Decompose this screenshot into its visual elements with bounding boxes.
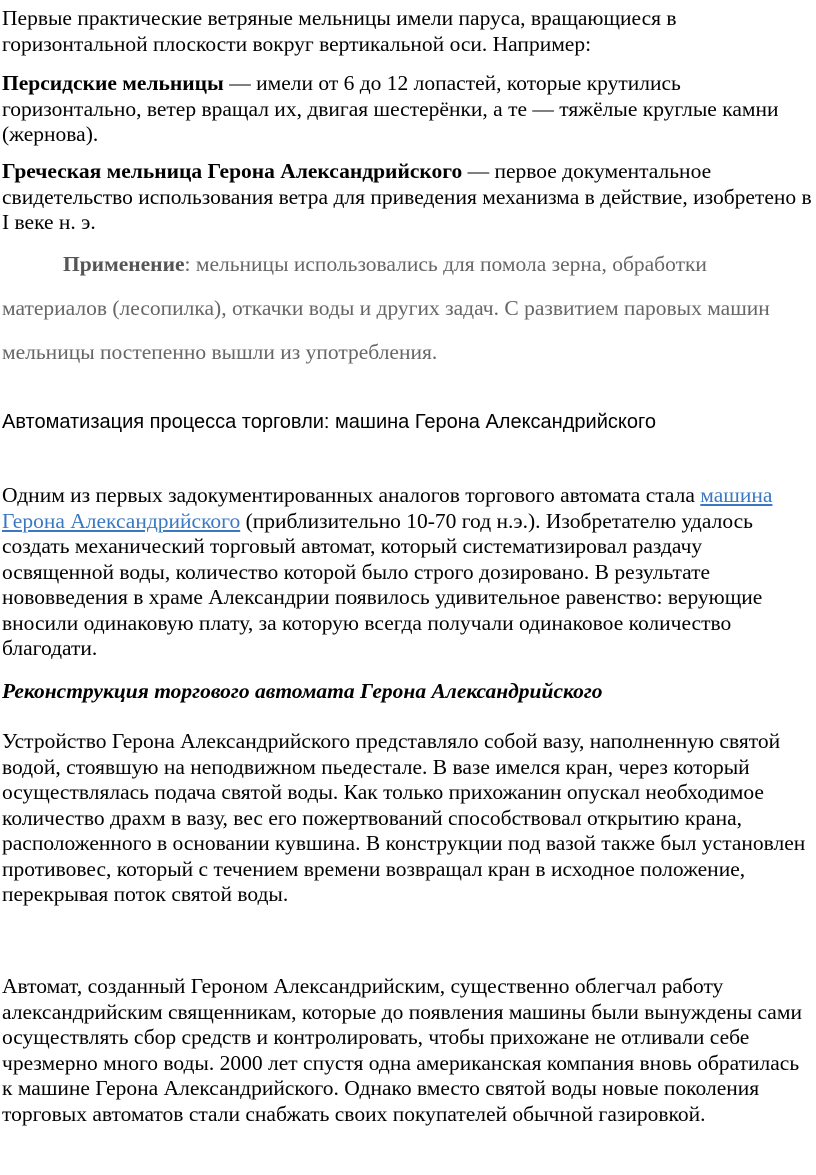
para2-text: Устройство Герона Александрийского представляло собой вазу, наполненную святой водой, стоявшую на неподвижном пьедестале. В вазе имелся кран, через который осуществлялась подача святой воды. Как только прихожанин опускал необходимое количество драхм в вазу, вес его пожертвований способствовал открытию крана, расположенного в основании кувшина. В конструкции под вазой также был установлен противовес, который с течением времени возвращал кран в исходное положение, перекрывая поток святой воды. — [2, 729, 806, 906]
intro-paragraph — [2, 6, 812, 57]
device-description-paragraph — [2, 729, 812, 908]
figure-caption-text: Реконструкция торгового автомата Герона Александрийского — [2, 679, 603, 703]
para1-before: Одним из первых задокументированных аналогов торгового автомата стала — [2, 483, 701, 507]
section-heading — [2, 410, 812, 436]
application-term: Применение — [63, 252, 185, 276]
heron-machine-paragraph — [2, 483, 812, 662]
para1-after: (приблизительно 10-70 год н.э.). Изобретателю удалось создать механический торговый автомат, который систематизировал раздачу освященной воды, количество которой было строго дозировано. В результате нововведения в храме Александрии появилось удивительное равенство: верующие вносили одинаковую плату, за которую всегда получали одинаковое количество благодати. — [2, 508, 763, 660]
greek-mill-text: — первое документальное свидетельство использования ветра для приведения механизма в действие, изобретено в I веке н. э. — [2, 159, 812, 234]
automat-history-paragraph — [2, 974, 812, 1127]
persian-mills-text: — имели от 6 до 12 лопастей, которые крутились горизонтально, ветер вращал их, двигая шестерёнки, а те — тяжёлые круглые камни (жернова). — [2, 71, 779, 146]
para3-text: Автомат, созданный Героном Александрийским, существенно облегчал работу александрийским священникам, которые до появления машины были вынуждены сами осуществлять сбор средств и контролировать, чтобы прихожане не отливали себе чрезмерно много воды. 2000 лет спустя одна американская компания вновь обратилась к машине Герона Александрийского. Однако вместо святой воды новые поколения торговых автоматов стали снабжать своих покупателей обычной газировкой. — [2, 974, 802, 1126]
intro-text: Первые практические ветряные мельницы имели паруса, вращающиеся в горизонтальной плоскости вокруг вертикальной оси. Например: — [2, 6, 677, 56]
persian-mills-term: Персидские мельницы — [2, 71, 224, 95]
greek-mill-paragraph — [2, 159, 812, 236]
persian-mills-paragraph — [2, 71, 812, 148]
figure-caption — [2, 679, 812, 705]
section-heading-text: Автоматизация процесса торговли: машина Герона Александрийского — [2, 411, 656, 433]
application-paragraph — [2, 242, 812, 374]
application-text: : мельницы использовались для помола зерна, обработки материалов (лесопилка), откачки воды и других задач. С развитием паровых машин мельницы постепенно вышли из употребления. — [2, 252, 770, 364]
greek-mill-term: Греческая мельница Герона Александрийского — [2, 159, 463, 183]
heron-machine-link[interactable]: машина Герона Александрийского — [2, 483, 773, 533]
